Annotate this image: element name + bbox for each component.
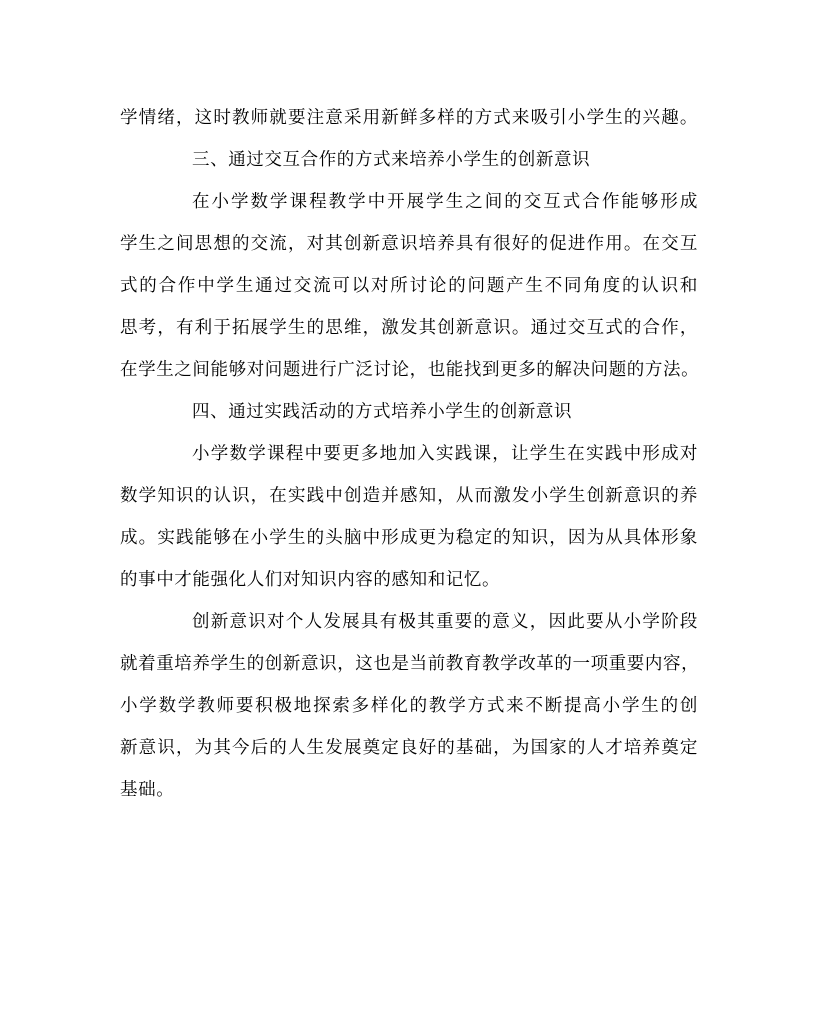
section-heading-four: 四、通过实践活动的方式培养小学生的创新意识 xyxy=(192,402,573,422)
paragraph-line: 小学数学课程中要更多地加入实践课，让学生在实践中形成对 xyxy=(192,444,698,464)
paragraph-line: 数学知识的认识，在实践中创造并感知，从而激发小学生创新意识的养 xyxy=(120,486,698,506)
document-body xyxy=(120,104,698,818)
paragraph-line: 新意识，为其今后的人生发展奠定良好的基础，为国家的人才培养奠定 xyxy=(120,738,698,758)
paragraph-line: 创新意识对个人发展具有极其重要的意义，因此要从小学阶段 xyxy=(192,612,698,632)
paragraph-line: 在小学数学课程教学中开展学生之间的交互式合作能够形成 xyxy=(192,192,698,212)
paragraph-line: 在学生之间能够对问题进行广泛讨论，也能找到更多的解决问题的方法。 xyxy=(120,360,700,380)
paragraph-line: 小学数学教师要积极地探索多样化的教学方式来不断提高小学生的创 xyxy=(120,696,698,716)
paragraph-line: 基础。 xyxy=(120,780,175,800)
section-heading-three: 三、通过交互合作的方式来培养小学生的创新意识 xyxy=(192,150,591,170)
paragraph-line: 式的合作中学生通过交流可以对所讨论的问题产生不同角度的认识和 xyxy=(120,276,698,296)
paragraph-line: 成。实践能够在小学生的头脑中形成更为稳定的知识，因为从具体形象 xyxy=(120,528,698,548)
paragraph-line: 就着重培养学生的创新意识，这也是当前教育教学改革的一项重要内容， xyxy=(120,654,700,674)
paragraph-line: 思考，有利于拓展学生的思维，激发其创新意识。通过交互式的合作， xyxy=(120,318,698,338)
paragraph-line: 的事中才能强化人们对知识内容的感知和记忆。 xyxy=(120,570,501,590)
paragraph-line: 学生之间思想的交流，对其创新意识培养具有很好的促进作用。在交互 xyxy=(120,234,698,254)
paragraph-continuation-line: 学情绪，这时教师就要注意采用新鲜多样的方式来吸引小学生的兴趣。 xyxy=(120,108,698,128)
